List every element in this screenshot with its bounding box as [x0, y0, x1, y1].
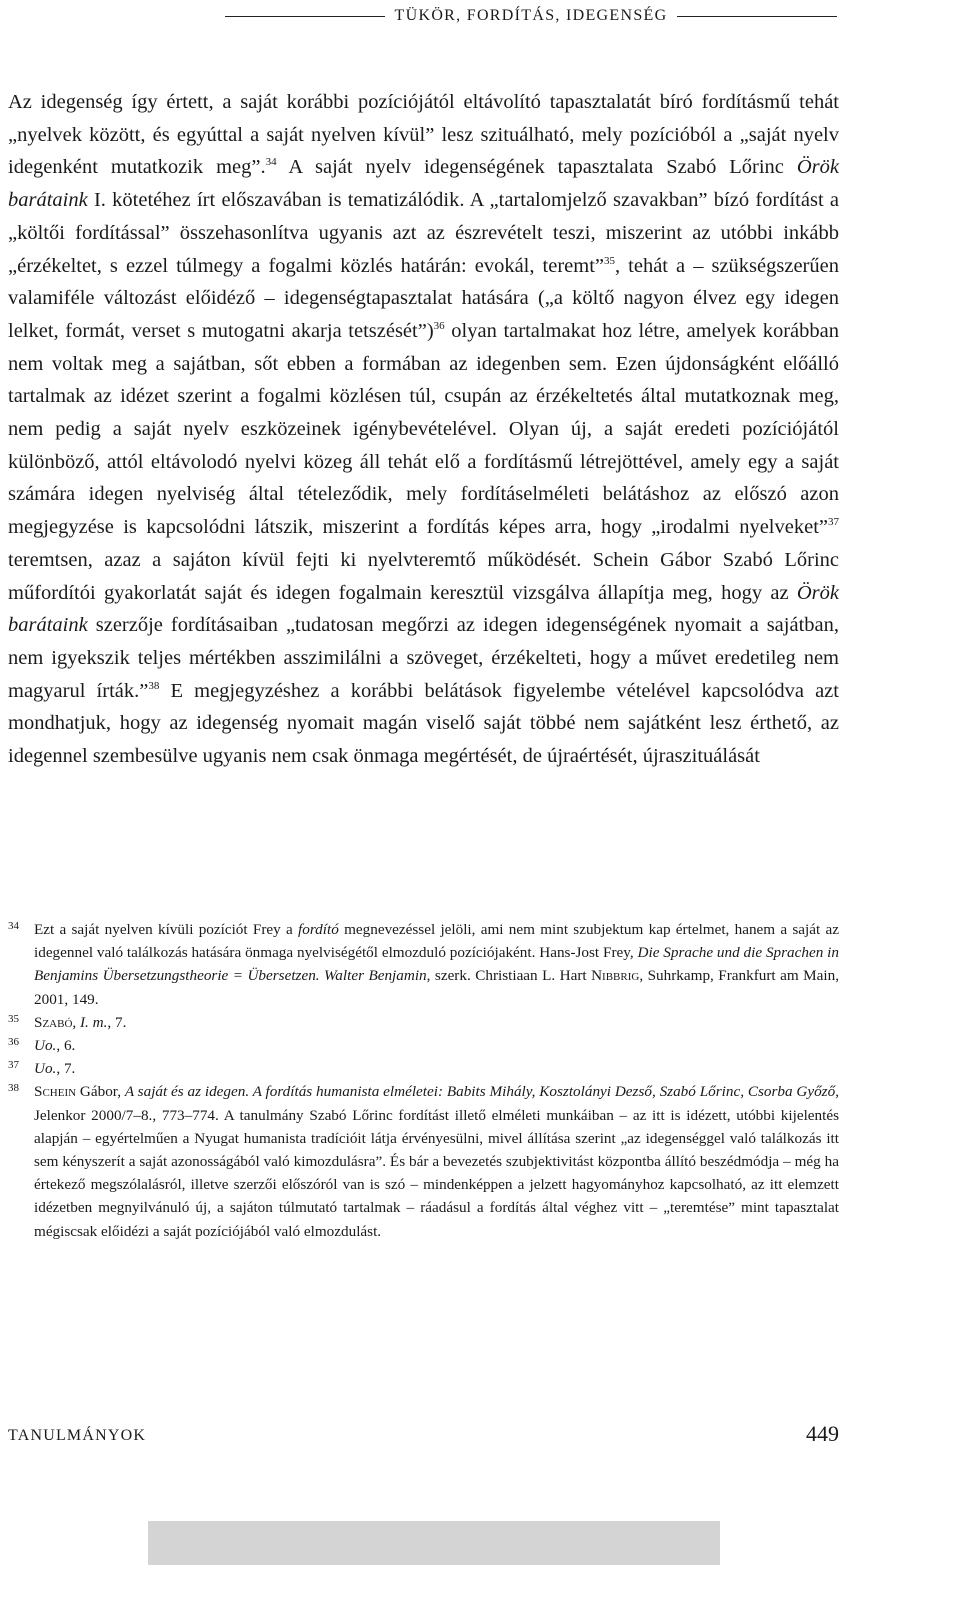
footnote-34 — [8, 918, 839, 1011]
footnote-text: Szabó, I. m., 7. — [34, 1013, 127, 1031]
footnote-text: Uo., 7. — [34, 1060, 76, 1078]
footnote-number: 34 — [8, 920, 19, 932]
header-rule-left — [225, 16, 385, 17]
header-rule-right — [677, 16, 837, 17]
footnote-37 — [8, 1057, 839, 1080]
body-paragraph: Az idegenség így értett, a saját korábbi pozíciójától eltávolító tapasztalatát bíró fordításmű tehát „nyelvek között, és egyúttal a saját nyelven kívül” lesz szituálható, mely pozícióból a „saját nyelv idegenként mutatkozik meg”.$^{34}$ A saját nyelv idegenségének tapasztalata Szabó Lőrinc Örök barátaink I. kötetéhez írt előszavában is tematizálódik. A „tartalomjelző szavakban” bízó fordítást a „költői fordítással” összehasonlítva ugyanis azt az észrevételt teszi, miszerint az utóbbi inkább „érzékeltet, s ezzel túlmegy a fogalmi közlés határán: evokál, teremt”$^{35}$, tehát a – szükségszerűen valamiféle változást előidéző – idegenségtapasztalat hatására („a költő nagyon élvez egy idegen lelket, formát, verset s mutogatni akarja tetszését”)$^{36}$ olyan tartalmakat hoz létre, amelyek korábban nem voltak meg a sajátban, sőt ebben a formában az idegenben sem. Ezen újdonságként előálló tartalmak az idézet szerint a fogalmi közlésen túl, csupán az érzékeltetés által mutatkoznak meg, nem pedig a saját nyelv eszközeinek igénybevételével. Olyan új, a saját eredeti pozíciójától különböző, attól eltávolodó nyelvi közeg áll tehát elő a fordításmű létrejöttével, amely egy a saját számára idegen nyelviség által tételeződik, mely fordításelméleti belátáshoz az előszó azon megjegyzése is kapcsolódni látszik, miszerint a fordítás képes arra, hogy „irodalmi nyelveket”$^{37}$ teremtsen, azaz a sajáton kívül fejti ki nyelvteremtő működését. Schein Gábor Szabó Lőrinc műfordítói gyakorlatát saját és idegen fogalmain keresztül vizsgálva állapítja meg, hogy az Örök barátaink szerzője fordításaiban „tudatosan megőrzi az idegen idegenségének nyomait a sajátban, nem igyekszik teljes mértékben asszimilálni a szöveget, érzékelteti, hogy a művet eredetileg nem magyarul írták.”$^{38}$ E megjegyzéshez a korábbi belátások figyelembe vételével kapcsolódva azt mondhatjuk, hogy az idegenség nyomait magán viselő saját többé nem sajátként lesz érthető, az idegennel szembesülve ugyanis nem csak önmaga megértését, de újraértését, újraszituálását — [8, 91, 840, 768]
body-text — [8, 86, 839, 773]
footnote-number: 37 — [8, 1059, 19, 1072]
footnote-number: 35 — [8, 1012, 19, 1025]
scan-artifact-strip — [148, 1521, 720, 1565]
footnote-38 — [8, 1080, 839, 1242]
footnotes — [8, 918, 839, 1243]
running-header-title: TÜKÖR, FORDÍTÁS, IDEGENSÉG — [394, 7, 668, 24]
footnote-35 — [8, 1011, 839, 1034]
footnote-text: Schein Gábor, A saját és az idegen. A fordítás humanista elméletei: Babits Mihály, Kosztolányi Dezső, Szabó Lőrinc, Csorba Győző, Jelenkor 2000/7–8., 773–774. A tanulmány Szabó Lőrinc fordítást illető elméleti munkáiban – az itt is idézett, utóbbi kijelentés alapján – egyértelműen a Nyugat humanista tradícióit látja érvényesülni, mivel állítása szerint „az idegenséggel való találkozás itt sem kényszerít a saját azonosságából való kimozdulásra”. És bár a bevezetés szubjektivitást központba állító beszédmódja – még ha értekező megszólalásról, illetve szerzői előszóról van is szó – mindenképpen a jelzett hagyományhoz kapcsolható, az itt elemzett idézetben megnyilvánuló új, a sajáton túlmutató tartalmak – ráadásul a fordítás által véghez vitt – „teremtése” mint tapasztalat mégiscsak előidézi a saját pozíciójából való elmozdulást. — [34, 1083, 839, 1240]
footnote-text: Uo., 6. — [34, 1037, 76, 1055]
footnote-text: Ezt a saját nyelven kívüli pozíciót Frey a fordító megnevezéssel jelöli, ami nem mint szubjektum kap értelmet, hanem a saját az idegennel való találkozás hatására önmaga nyelviségétől elmozduló pozíciójaként. Hans-Jost Frey, Die Sprache und die Sprachen in Benjamins Übersetzungstheorie = Übersetzen. Walter Benjamin, szerk. Christiaan L. Hart Nibbrig, Suhrkamp, Frankfurt am Main, 2001, 149. — [34, 921, 839, 1008]
page-footer — [8, 1421, 839, 1449]
footnote-36 — [8, 1034, 839, 1057]
section-label: TANULMÁNYOK — [8, 1427, 147, 1444]
footnote-number: 38 — [8, 1082, 19, 1095]
running-header — [225, 6, 837, 26]
footnote-number: 36 — [8, 1036, 19, 1049]
page-number: 449 — [806, 1421, 839, 1446]
